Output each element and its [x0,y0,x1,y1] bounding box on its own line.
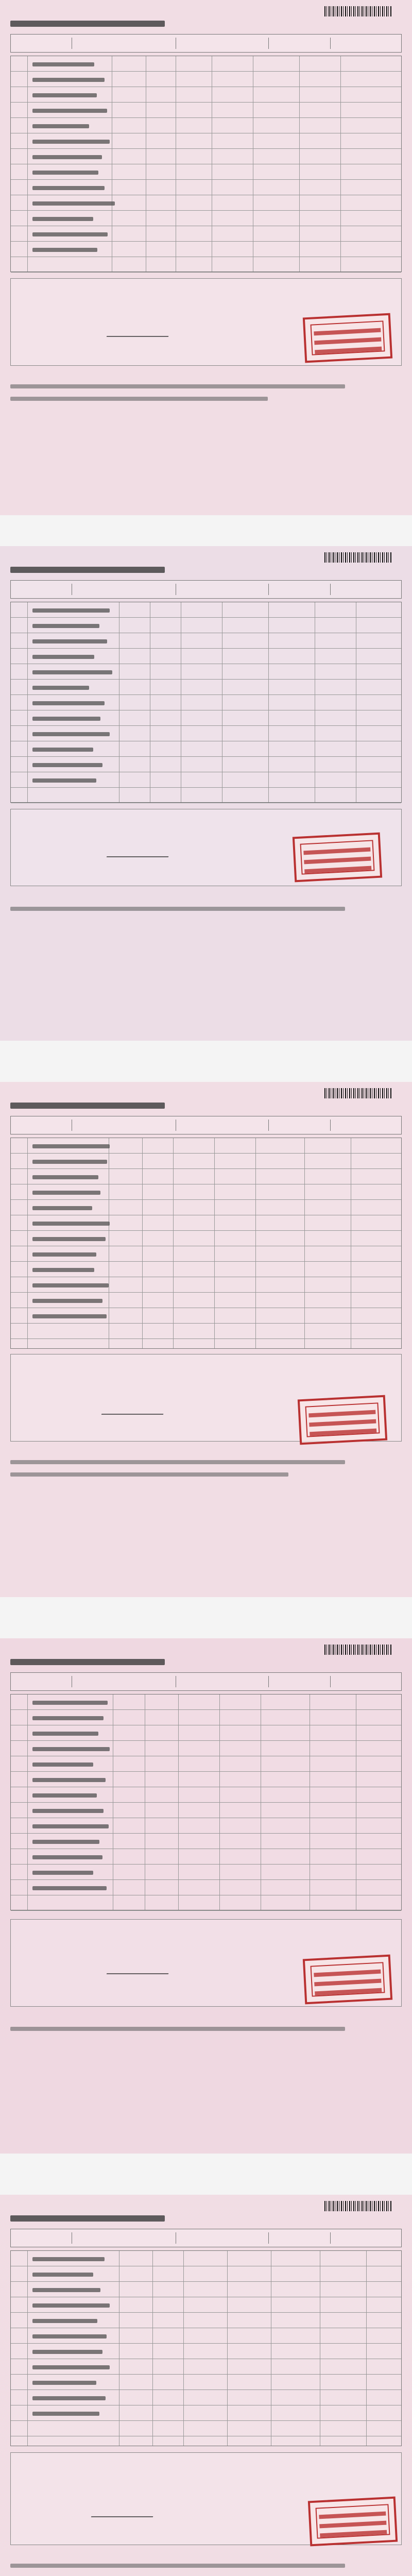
stamp-seal [303,1955,392,2005]
signature [107,847,171,857]
items-table [10,2250,402,2446]
header-row [10,2229,402,2247]
footer-note [10,1460,345,1464]
footer-note-2 [10,397,268,401]
barcode-icon [324,1088,391,1098]
sheet-title [10,1103,165,1109]
barcode-icon [324,552,391,563]
sheet-title [10,567,165,573]
header-row [10,34,402,53]
stamp-seal [293,833,382,883]
items-table [10,602,402,803]
sheet-5 [0,2195,412,2576]
stamp-seal [303,313,392,363]
footer-note [10,907,345,911]
sheet-4 [0,1638,412,2154]
sheet-title [10,2215,165,2222]
footer-note [10,384,345,388]
stamp-seal [308,2497,398,2547]
header-row [10,1116,402,1134]
barcode-icon [324,1645,391,1655]
items-table [10,56,402,272]
sheet-3 [0,1082,412,1597]
items-table [10,1694,402,1910]
signature [101,1404,166,1415]
barcode-icon [324,2201,391,2211]
footer-note [10,2027,345,2031]
footer-note [10,2564,345,2568]
barcode-icon [324,6,391,16]
signature [107,327,171,337]
footer-note-2 [10,1472,288,1477]
stamp-seal [298,1395,387,1445]
sheet-title [10,1659,165,1665]
signature [107,1964,171,1974]
header-row [10,1672,402,1691]
signature [91,2507,156,2517]
sheet-1 [0,0,412,515]
header-row [10,580,402,599]
items-table [10,1138,402,1349]
sheet-2 [0,546,412,1041]
sheet-title [10,21,165,27]
